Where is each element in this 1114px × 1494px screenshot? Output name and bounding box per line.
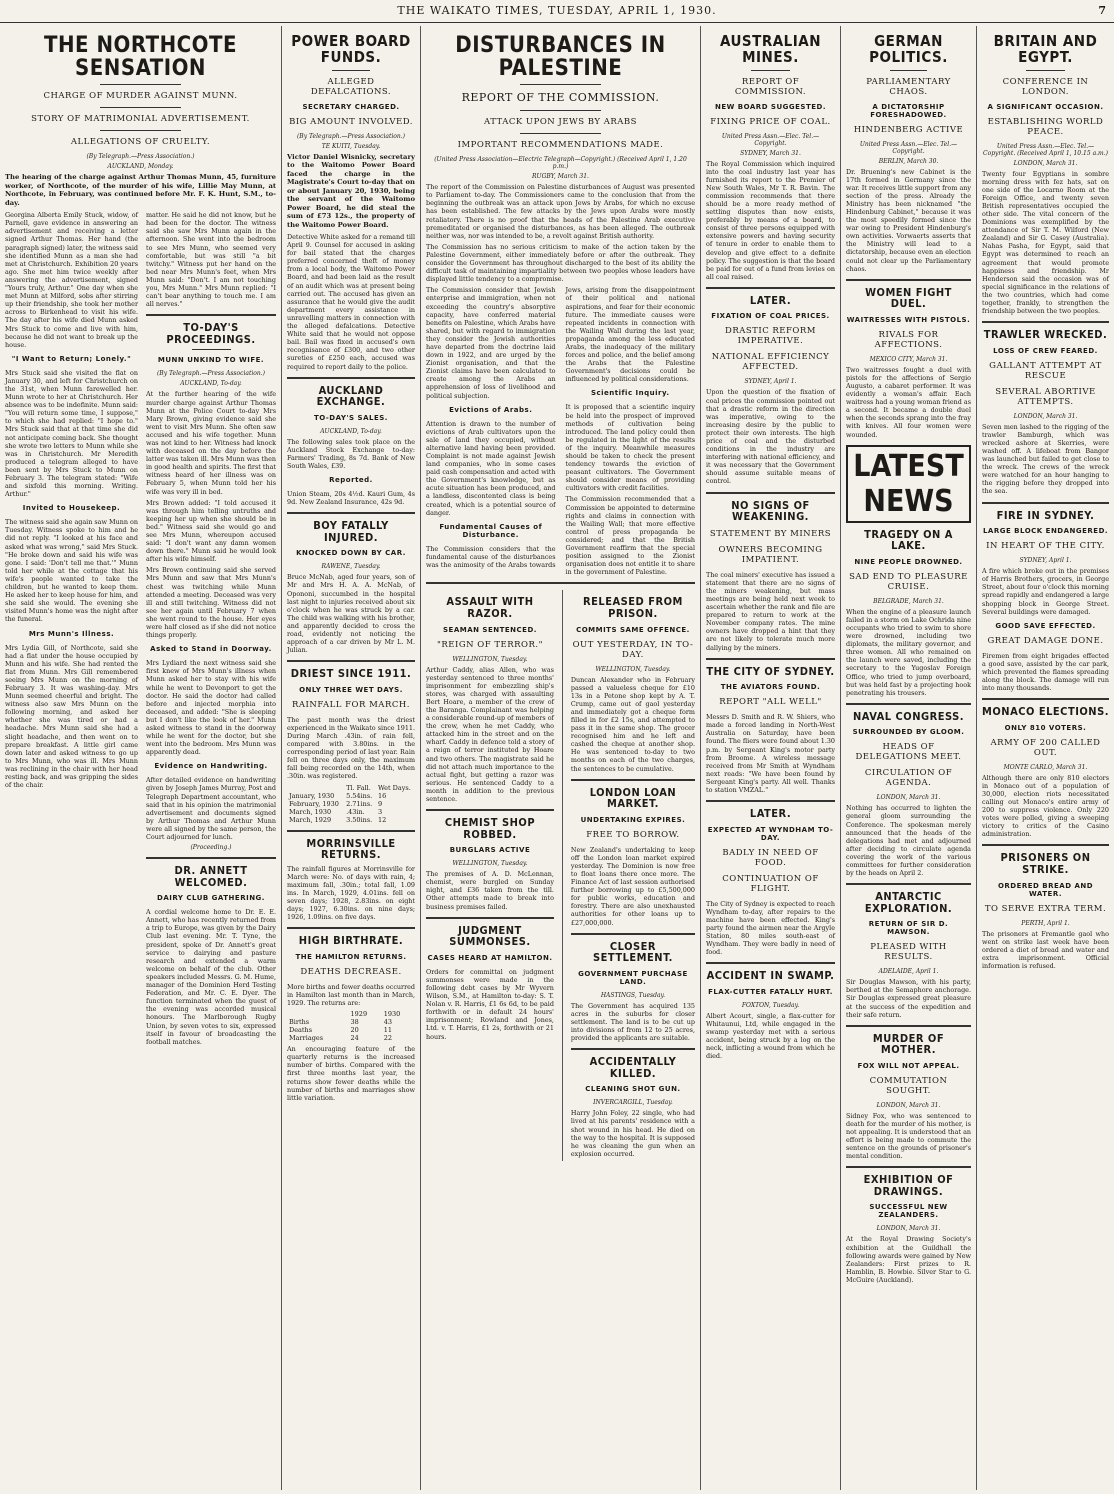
table-row — [287, 792, 415, 800]
subhead: FREE TO BORROW. — [586, 829, 680, 840]
place-line: TE KUITI, Tuesday. — [321, 142, 381, 150]
subhead: HEADS OF DELEGATIONS MEET. — [855, 742, 962, 763]
subhead: ARMY OF 200 CALLED OUT. — [990, 737, 1101, 758]
place-line: AUCKLAND, To-day. — [320, 427, 382, 435]
body-paragraph: The Commission recommended that a Commission be appointed to determine rights and claims in connection with the Wailing Wall; that more effective control of press propaganda be considered; and that the British Government reaffirm that the special position assigned to the Zionist organisation does not entitle it to share in the government of Palestine. — [565, 495, 695, 577]
dateline: (By Telegraph.—Press Association.) — [296, 132, 406, 140]
body-paragraph: A cordial welcome home to Dr. E. E. Annett, who has recently returned from a trip to Europe, was given by the Dairy Club last evening. Mr. T. Tyne, the president, spoke of Dr. Annett's great service to dairying and pasture research and extended a warm welcome on behalf of the club. Other speakers included Messrs. G. M. Hume, manager of the Dominion Herd Testing Federation, and Mr. C. E. Dyer. The function terminated when the guest of the evening was accorded musical honours. The Marlborough Rugby Union, by seven votes to six, expressed itself in favour of broadcasting the football matches. — [146, 908, 276, 1046]
place-line: HASTINGS, Tuesday. — [600, 991, 666, 999]
headline-power-board: POWER BOARD FUNDS. — [291, 32, 411, 66]
column-australian-mines — [701, 28, 840, 1488]
place-line: RAWENE, Tuesday. — [321, 563, 381, 571]
subhead: FIXATION OF COAL PRICES. — [711, 312, 830, 321]
latest-news-banner: LATEST NEWS — [846, 445, 971, 523]
place-line: LONDON, March 31. — [876, 1225, 941, 1233]
body-paragraph: Sir Douglas Mawson, with his party, berthed at the Semaphore anchorage. Sir Douglas expressed great pleasure at the success of the expedition and their safe return. — [846, 978, 971, 1019]
two-column-body — [426, 286, 695, 576]
subhead: FOX WILL NOT APPEAL. — [857, 1061, 960, 1070]
body-paragraph: The past month was the driest experienced in the Waikato since 1911. During March .43in. of rain fell, compared with 3.80ins. in the corresponding period of last year. Rain fell on three days only, the maximum fall being recorded on the 14th, when .30in. was registered. — [287, 715, 415, 781]
subhead: IMPORTANT RECOMMENDATIONS MADE. — [457, 140, 664, 151]
vital-cell: Marriages — [289, 1034, 324, 1043]
place-line: WELLINGTON, Tuesday. — [595, 665, 671, 673]
subhead: SEVERAL ABORTIVE ATTEMPTS. — [995, 386, 1096, 407]
masthead-title: THE WAIKATO TIMES, TUESDAY, APRIL 1, 1930. — [397, 4, 717, 17]
subhead: GOOD SAVE EFFECTED. — [995, 621, 1096, 630]
headline-duel: WOMEN FIGHT DUEL. — [865, 285, 952, 311]
place-line: WELLINGTON, Tuesday. — [452, 860, 528, 868]
subhead: CASES HEARD AT HAMILTON. — [427, 953, 553, 962]
body-paragraph: Firemen from eight brigades effected a good save, assisted by the car park, which prevented the flames spreading along the block. The damage will run into many thousands. — [982, 651, 1109, 693]
dateline: (By Telegraph.—Press Association.) — [156, 370, 266, 378]
subhead: HINDENBERG ACTIVE — [853, 124, 964, 135]
headline-judgment: JUDGMENT SUMMONSES. — [449, 923, 531, 949]
body-paragraph: Georgina Alberta Emily Stuck, widow, of Parnell, gave evidence in answering an advertisement and receiving a letter signed Arthur Thomas. Her hand (the paragraph signed) later, the witness said she identified Munn as a man she had met at Christchurch. Exhibition 20 years ago. She met him twice weekly after answering the advertisement, signed "Yours truly, Arthur." One day when she met Munn at Milford, sobs after stirring up their friendship, she took her mother across to Birkenhead to visit his wife. The day after his wife died Munn asked Mrs Stuck to come and live with him, because he did not want to break up the house. — [5, 211, 138, 349]
proceeding-note: (Proceeding.) — [190, 844, 232, 852]
subhead: RAINFALL FOR MARCH. — [292, 699, 410, 710]
subhead: CONFERENCE IN LONDON. — [1002, 76, 1089, 97]
body-paragraph: Mrs Brown added: "I told accused it was through him telling untruths and keeping her up when she should be in bed." Witness said she would go and see Mrs Munn, whereupon accused said: "I don't want any damn women down there." Munn said he would look after his wife himself. — [146, 498, 276, 564]
subhead: DEATHS DECREASE. — [300, 966, 402, 977]
table-row — [287, 1018, 415, 1026]
body-paragraph: The premises of A. D. McLennan, chemist, were burgled on Sunday night, and £36 taken from the till. Other attempts made to break into business premises failed. — [426, 870, 554, 911]
headline-city-of-sydney: THE CITY OF SYDNEY. — [706, 664, 835, 678]
body-paragraph: The Commission considers that the fundamental cause of the disturbances was the animosity of the Arabs towards Jews, arising from the disappointment of their political and national aspirations, and fear for their economic future. The immediate causes were repeated incidents in connection with the Wailing Wall during the last year, propaganda among the less educated Arabs, the inadequacy of the military forces and police, and the belief among the Arabs that the Palestine Government's decisions could be influenced by political considerations. — [426, 286, 695, 569]
headline-driest: DRIEST SINCE 1911. — [290, 667, 412, 681]
headline-accidentally-killed: ACCIDENTALLY KILLED. — [589, 1055, 677, 1080]
column-3 — [282, 28, 420, 1488]
place-line: INVERCARGILL, Tuesday. — [593, 1099, 673, 1107]
dateline: United Press Assn.—Elec. Tel.—Copyright. (Received April 1, 10.15 a.m.) — [982, 142, 1108, 157]
place-line: RUGBY, March 31. — [532, 173, 589, 181]
dateline: (By Telegraph.—Press Association.) — [86, 153, 195, 161]
subhead: STATEMENT BY MINERS — [709, 528, 832, 539]
subhead: GALLANT ATTEMPT AT RESCUE — [989, 360, 1102, 381]
headline-murder-mother: MURDER OF MOTHER. — [872, 1031, 945, 1057]
place-line: WELLINGTON, Tuesday. — [452, 655, 528, 663]
table-row — [287, 800, 415, 808]
vital-cell: 11 — [383, 1026, 393, 1035]
headline-fire: FIRE IN SYDNEY. — [996, 508, 1095, 522]
subhead: REPORT "ALL WELL" — [719, 697, 822, 708]
body-paragraph: Mrs Stuck said she visited the flat on January 30, and left for Christchurch on the 31st, when Munn farewelled her. Munn wrote to her at Christchurch. Her absence was to be indefinite. Munn said: "You will return some time, I suppose," to which she had replied: "I hope to." Mrs Stuck said that at that time she did not anticipate coming back. She thought she wrote two letters to Munn while she was in Christchurch. Mr Meredith produced a telegram alleged to have been sent by Mrs Stuck to Munn on February 3. The telegram stated: "Wife and sixfold this morning. Writing. Arthur." — [5, 368, 138, 499]
subhead: COMMITS SAME OFFENCE. — [576, 625, 690, 634]
section-subhead: "I Want to Return; Lonely." — [11, 354, 132, 363]
subhead: KNOCKED DOWN BY CAR. — [296, 549, 406, 558]
headline-chemist: CHEMIST SHOP ROBBED. — [444, 816, 536, 841]
place-line: SYDNEY, April 1. — [744, 378, 797, 386]
body-paragraph: Mrs Brown continuing said she served Mrs Munn and saw that Mrs Munn's chest was twitching while Munn attended a meeting. Deceased was very ill and still twitching. Witness did not see her again until February 7 when she went round to the house. Her eyes were half closed as if she did not notice things properly. — [146, 566, 276, 640]
page-number: 7 — [1098, 4, 1106, 17]
vital-cell: 20 — [350, 1026, 359, 1035]
body-paragraph: Bruce McNab, aged four years, son of Mr and Mrs H. A. A. McNab, of Opononi, succumbed in the hospital last night to injuries received about six o'clock when he was struck by a car. The child was walking with his brother, and apparently decided to cross the road, evidently not noticing the approach of a car driven by Mr L. M. Julian. — [287, 573, 415, 655]
body-paragraph: It is proposed that a scientific inquiry be held into the prospect of improved methods of cultivation being introduced. The land policy could then be regulated in the light of the results of the inquiry. Meanwhile measures should be taken to check the present tendency towards the eviction of peasant cultivators. The Government should consider means of providing cultivators with credit facilities. — [565, 403, 695, 493]
subhead: ALLEGED DEFALCATIONS. — [310, 76, 392, 97]
body-paragraph: The rainfall figures at Morrinsville for March were: No. of days with rain, 4; maximum fall, .30in.; total fall, 1.09 ins. In March, 1929, 4.01ins. fell on seven days; 1928, 2.83ins. on eight days; 1927, 6.30ins. on nine days; 1926, 1.09ins. on five days. — [287, 864, 415, 922]
subhead: BIG AMOUNT INVOLVED. — [289, 116, 413, 127]
headline-german: GERMAN POLITICS. — [869, 32, 948, 66]
headline-razor: ASSAULT WITH RAZOR. — [446, 595, 534, 620]
subhead: WAITRESSES WITH PISTOLS. — [846, 315, 971, 324]
place-line: PERTH, April 1. — [1021, 919, 1070, 927]
body-paragraph: The following sales took place on the Auckland Stock Exchange to-day: Farmers' Trading, 8s 7d. Bank of New South Wales, £39. — [287, 437, 415, 470]
rain-header-cell — [287, 784, 344, 792]
body-paragraph: Union Steam, 20s 4½d. Kauri Gum, 4s 9d. New Zealand Insurance, 42s 9d. — [287, 490, 415, 507]
headline-birthrate: HIGH BIRTHRATE. — [298, 934, 404, 948]
subhead: OUT YESTERDAY, IN TO-DAY. — [572, 639, 694, 660]
place-line: LONDON, March 31. — [1013, 159, 1078, 167]
subhead: COMMUTATION SOUGHT. — [869, 1075, 948, 1096]
body-paragraph: Upon the question of the fixation of coal prices the commission pointed out that a drastic reform in the direction was imperative, owing to the increasing desire by the public to protect their own interests. The high price of coal and the disturbed conditions in the industry are interfering with national efficiency, and it was necessary that the Government should assume suitable means of control. — [706, 388, 835, 486]
vital-stats-table — [287, 1010, 415, 1042]
vital-header-cell: 1930 — [383, 1010, 401, 1019]
vital-header-cell: 1929 — [350, 1010, 368, 1019]
rain-header-cell: Wet Days. — [377, 783, 411, 792]
subhead: OWNERS BECOMING IMPATIENT. — [718, 544, 823, 565]
body-paragraph: When the engine of a pleasure launch failed in a storm on Lake Ochrida nine occupants who tried to swim to shore were drowned, including two diplomats, the military governor, and three women. All who remained on the launch were saved, including the secretary to the Yugoslav Foreign Office, who tried to jump overboard, but was held fast by a projecting hook penetrating his trousers. — [846, 607, 971, 697]
body-paragraph: The prisoners at Fremantle gaol who went on strike last week have been ordered a diet of bread and water and extra imprisonment. Official information is refused. — [982, 929, 1109, 970]
place-line: FOXTON, Tuesday. — [741, 1001, 800, 1009]
body-paragraph: The witness said she again saw Munn on Tuesday. Witness spoke to him and he did not reply. "I looked at his face and asked what was wrong," said Mrs Stuck. "He broke down and said his wife was gone. I said: 'Don't tell me that.'" Munn told her while at the cottage that his wife's people wanted to take the children, but he wanted to keep them. He asked her to keep house for him, and she said she would. The evening she visited Munn's home was the night after the funeral. — [5, 518, 138, 624]
subhead: IN HEART OF THE CITY. — [986, 541, 1105, 552]
body-paragraph: At the Royal Drawing Society's exhibition at the Guildhall the following awards were gained by New Zealanders: First prizes to R. Hamblin, B. Howbie. Silver Star to G. McGuire (Auckland). — [846, 1235, 971, 1284]
masthead — [0, 0, 1114, 23]
subhead: CONTINUATION OF FLIGHT. — [722, 873, 819, 894]
headline-later: LATER. — [749, 293, 792, 307]
headline-prisoners: PRISONERS ON STRIKE. — [1000, 851, 1091, 876]
body-paragraph: Attention is drawn to the number of evictions of Arab cultivators upon the sale of land they occupied, without alternative land having been provided. Complaint is not made against Jewish land companies, who in some cases paid cash compensation and acted with the Government's knowledge, but as acute situation has been produced, and a landless, discontented class is being created, which is a potential source of danger. — [426, 419, 556, 517]
table-row — [287, 1026, 415, 1034]
place-line: SYDNEY, April 1. — [1019, 557, 1072, 565]
subhead: FIXING PRICE OF COAL. — [710, 116, 831, 127]
place-line: AUCKLAND, To-day. — [180, 380, 242, 388]
headline-released: RELEASED FROM PRISON. — [583, 595, 683, 620]
body-paragraph: The Commission has no serious criticism to make of the action taken by the Palestine Government, either immediately before or after the outbreak. They consider the Government has throughout discharged to the best of its ability the difficult task of maintaining impartiality between two peoples whose leaders have displayed little tendency to a compromise. — [426, 242, 695, 284]
headline-egypt: BRITAIN AND EGYPT. — [993, 32, 1098, 66]
subhead: ONLY 810 VOTERS. — [1004, 723, 1087, 732]
subhead: THE AVIATORS FOUND. — [720, 683, 821, 692]
subhead: ORDERED BREAD AND WATER. — [997, 881, 1094, 898]
place-line: BERLIN, March 30. — [878, 157, 939, 165]
body-paragraph: Two waitresses fought a duel with pistols for the affections of Sergio Augusto, a cabaret performer. It was evidently a woman's affair. Each waitress had a young woman friend as a second. It became a double duel when the seconds sprang into the fray with knives. All four women were wounded. — [846, 365, 971, 439]
subhead: ALLEGATIONS OF CRUELTY. — [70, 137, 211, 148]
body-paragraph: The Government has acquired 135 acres in the suburbs for closer settlement. The land is to be cut up into divisions of from 12 to 25 acres, provided the applicants are suitable. — [570, 1001, 695, 1043]
subhead: FLAX-CUTTER FATALLY HURT. — [708, 987, 833, 996]
headline-no-weakening: NO SIGNS OF WEAKENING. — [731, 498, 810, 524]
headline-antarctic: ANTARCTIC EXPLORATION. — [864, 890, 953, 915]
vital-cell: Births — [289, 1018, 310, 1027]
body-paragraph: Detective White asked for a remand till April 9. Counsel for accused in asking for bail stated that the charges preferred concerned theft of money from a local body, the Waitomo Power Board, and had been laid as the result of an audit which was at present being carried out. The accused has given an assurance that he would give the audit department every assistance in unravelling matters in connection with the alleged defalcations. Detective White said that he would not oppose bail. Bail was fixed in accused's own recognisance of £300, and two other sureties of £250 each, accused was required to report daily to the police. — [287, 233, 415, 371]
headline-exchange: AUCKLAND EXCHANGE. — [316, 383, 386, 409]
headline-later-2: LATER. — [749, 807, 792, 821]
subhead: SEAMAN SENTENCED. — [443, 625, 537, 634]
subhead: A DICTATORSHIP FORESHADOWED. — [870, 102, 947, 119]
subhead: EXPECTED AT WYNDHAM TO-DAY. — [707, 825, 834, 842]
vital-cell: 43 — [383, 1018, 393, 1027]
headline-palestine: DISTURBANCES IN PALESTINE — [455, 33, 666, 82]
rain-cell: March, 1929 — [289, 815, 332, 824]
body-paragraph: New Zealand's undertaking to keep off the London loan market expired yesterday. The Dominion is now free to float loans there once more. The Finance Act of last session authorised further borrowing up to £5,500,000 for public works, education and forestry. There are also unexhausted authorities for other loans up to £27,000,000. — [570, 845, 695, 927]
section-subhead: Invited to Housekeep. — [22, 504, 121, 513]
subhead: ESTABLISHING WORLD PEACE. — [987, 116, 1104, 137]
subhead: TO SERVE EXTRA TERM. — [984, 903, 1107, 914]
body-paragraph: Twenty four Egyptians in sombre morning dress with fez hats, sat on one side of the Locarno Room at the Foreign Office, and twenty seven British representatives occupied the other side. The vital concern of the Dominions was exemplified by the attendance of Sir T. M. Wilford (New Zealand) and Sir G. Casey (Australia). Nahas Pasha, for Egypt, said that Egypt was determined to reach an agreement that would promote happiness and friendship. Mr Henderson said the occasion was of special significance in the relations of the two countries, which had come together, frankly, to strengthen the friendship between the two peoples. — [982, 169, 1109, 316]
headline-proceedings: TO-DAY'S PROCEEDINGS. — [166, 321, 256, 346]
section-subhead: Reported. — [329, 476, 373, 485]
subhead: TO-DAY'S SALES. — [314, 413, 388, 422]
section-subhead: Asked to Stand in Doorway. — [150, 645, 272, 654]
subhead: ONLY THREE WET DAYS. — [299, 685, 403, 694]
headline-monaco: MONACO ELECTIONS. — [982, 705, 1109, 719]
subhead: REPORT OF THE COMMISSION. — [461, 91, 660, 105]
rain-cell: 2.71ins. — [346, 799, 373, 808]
subhead: SURROUNDED BY GLOOM. — [852, 728, 965, 737]
headline-trawler: TRAWLER WRECKED. — [983, 328, 1108, 342]
subhead: CIRCULATION OF AGENDA. — [864, 768, 953, 789]
vital-cell: 24 — [350, 1034, 359, 1043]
headline-boy-injured: BOY FATALLY INJURED. — [313, 519, 389, 544]
lede-paragraph: Victor Daniel Wisnicky, secretary to the Waitomo Power Board faced the charge in the Magistrate's Court to-day that on or about January 20, 1930, being the servant of the Waitomo Power Board, he did steal the sum of £73 12s., the property of the Waitomo Power Board. — [287, 152, 415, 229]
body-paragraph: The City of Sydney is expected to reach Wyndham to-day, after repairs to the machine have been effected. King's party found the airmen near the Argyle Station, 80 miles south-east of Wyndham. They were badly in need of food. — [706, 899, 835, 957]
subhead: BURGLARS ACTIVE — [449, 846, 531, 855]
subhead: NEW BOARD SUGGESTED. — [714, 102, 827, 111]
subhead: ATTACK UPON JEWS BY ARABS — [484, 117, 637, 128]
headline-naval: NAVAL CONGRESS. — [853, 709, 964, 723]
place-line: SYDNEY, March 31. — [740, 149, 801, 157]
rain-cell: February, 1930 — [289, 799, 339, 808]
dateline: United Press Assn.—Elec. Tel.—Copyright. — [859, 140, 958, 155]
body-paragraph: Seven men lashed to the rigging of the trawler Bamburgh, which was wrecked ashore at Skerries, were washed off. A lifeboat from Bangor was launched but failed to get close to the wreck. The crews of the wreck were watched for an hour hanging to the rigging before they dropped into the sea. — [982, 422, 1109, 496]
headline-morrinsville: MORRINSVILLE RETURNS. — [306, 836, 396, 862]
table-row — [287, 1034, 415, 1042]
rain-cell: 12 — [377, 815, 387, 824]
section-subhead: Evictions of Arabs. — [449, 405, 533, 414]
body-paragraph: The coal miners' executive has issued a statement that there are no signs of the miners weakening, but mass meetings are being held next week to ascertain whether the rank and file are prepared to return to work at the November company rates. The mine owners have dropped a hint that they are not likely to tolerate much more dallying by the miners. — [706, 570, 835, 652]
subhead: "REIGN OF TERROR." — [436, 639, 543, 650]
subhead: STORY OF MATRIMONIAL ADVERTISEMENT. — [31, 114, 250, 125]
lede-paragraph: The hearing of the charge against Arthur Thomas Munn, 45, furniture worker, of Northcote, of the murder of his wife, Lillie May Munn, at Northcote, in February, was continued before Mr. F. K. Hunt, S.M., to-day. — [5, 173, 276, 207]
place-line: AUCKLAND, Monday. — [107, 163, 174, 171]
subhead: A SIGNIFICANT OCCASION. — [987, 102, 1104, 111]
subhead: UNDERTAKING EXPIRES. — [580, 815, 686, 824]
body-paragraph: Mrs Lydia Gill, of Northcote, said she had a flat under the house occupied by Munn and his wife. She had rented the flat from Munn. Mrs Gill remembered seeing Mrs Munn on the morning of February 3. It was washing-day. Mrs Munn seemed cheerful and bright. The witness also saw Mrs Munn on the following morning, and asked her whether she was tired or had a headache. Mrs Munn said she had a slight headache, and then went on to prepare breakfast. A little girl came down later and asked witness to go up to Mrs Munn, who was ill. Mrs Munn was reclining in the chair with her head resting back, and was gripping the sides of the chair. — [5, 643, 138, 790]
place-line: ADELAIDE, April 1. — [878, 968, 939, 976]
column-german-politics — [841, 28, 976, 1488]
subhead: SUCCESSFUL NEW ZEALANDERS. — [869, 1203, 948, 1220]
body-paragraph: After detailed evidence on handwriting given by Joseph James Murray, Post and Telegraph Department accountant, who said that in his opinion the matrimonial advertisement and documents signed by Arthur Thomas and Arthur Munn were all signed by the same person, the Court adjourned for lunch. — [146, 776, 276, 841]
rain-header-cell: Tl. Fall. — [346, 783, 371, 792]
subhead: DAIRY CLUB GATHERING. — [157, 894, 265, 903]
body-paragraph: The Commission consider that Jewish enterprise and immigration, when not exceeding the country's absorptive capacity, have conferred material benefits on Palestine, which Arabs have shared, but with regard to immigration they consider the Jewish authorities have departed from the doctrine laid down in 1922, and are urged by the Zionist organisation, and that the Zionist claims have been calculated to create among the Arabs an apprehension of loss of livelihood and political subjection. — [426, 286, 556, 400]
rain-cell: March, 1930 — [289, 807, 332, 816]
place-line: MONTE CARLO, March 31. — [1003, 763, 1088, 771]
column-palestine — [421, 28, 700, 1488]
rainfall-table — [287, 784, 415, 824]
body-paragraph: Harry John Foley, 22 single, who had lived at his parents' residence with a shot wound in his head. He died on the way to the hospital. It is supposed he was cleaning the gun when an explosion occurred. — [570, 1109, 695, 1158]
subhead: PLEASED WITH RESULTS. — [870, 942, 947, 963]
body-paragraph: Duncan Alexander who in February passed a valueless cheque for £10 13s in a Petone shop kept by A. T. Crump, came out of gaol yesterday and immediately got a cheque form filled in for £2 15s, and attempted to pass it in the same shop. The grocer recognised him and he left and cashed the cheque at another shop. He was sentenced to-day to two months on each of the two charges, the sentences to be cumulative. — [570, 675, 695, 773]
body-paragraph: matter. He said he did not know, but he had been for the doctor. The witness said she saw Mrs Munn again in the afternoon. She went into the bedroom to see Mrs Munn, who seemed very comfortable, but was still "a bit twitchy." Witness put her hand on the bed near Mrs Munn's feet, when Mrs Munn said: "Don't. I am not touching you, Mrs Munn." Mrs Munn replied: "I can't bear anything to touch me. I am all nerves." — [146, 211, 276, 309]
subhead: PARLIAMENTARY CHAOS. — [866, 76, 951, 97]
body-paragraph: Sidney Fox, who was sentenced to death for the murder of his mother, is not appealing. It is understood that an effort is being made to commute the sentence on the grounds of prisoner's mental condition. — [846, 1111, 971, 1161]
headline-lake: TRAGEDY ON A LAKE. — [864, 527, 953, 553]
column-rule — [562, 590, 563, 1160]
headline-drawings: EXHIBITION OF DRAWINGS. — [863, 1173, 954, 1198]
body-paragraph: Orders for committal on judgment summonses were made in the following debt cases by Mr Wyvern Wilson, S.M., at Hamilton to-day: S. T. Nolan v. R. Harris, £1 6s 6d, to be paid forthwith or in default 24 hours' imprisonment; Rowland and Jones, Ltd. v. T. Harris, £1 2s, forthwith or 21 hours. — [426, 967, 554, 1041]
subhead: CLEANING SHOT GUN. — [585, 1085, 681, 1094]
subhead: NINE PEOPLE DROWNED. — [854, 557, 963, 566]
body-paragraph: Mrs Lydiard the next witness said she first knew of Mrs Munn's illness when Munn asked her to stay with his wife while he went to Devonport to get the doctor. He said the doctor had called before and injected morphia into deceased, and added: "She is sleeping but I don't like the look of her." Munn asked witness to stand in the doorway while he went for the doctor, but she went into the bedroom. Mrs Munn was apparently dead. — [146, 659, 276, 757]
subhead: SECRETARY CHARGED. — [302, 102, 400, 111]
dateline: (United Press Association—Electric Telegraph—Copyright.) (Received April 1, 1.20 p.m.) — [434, 156, 687, 171]
body-paragraph: Although there are only 810 electors in Monaco out of a population of 30,000, election riots necessitated calling out Monaco's entire army of 200 to suppress violence. Only 220 votes were polled, giving a sweeping victory to critics of the Casino administration. — [982, 773, 1109, 839]
subhead: GREAT DAMAGE DONE. — [987, 635, 1104, 646]
subhead: RETURN OF SIR D. MAWSON. — [868, 920, 949, 937]
rain-cell: 3.50ins. — [346, 815, 373, 824]
body-paragraph: An encouraging feature of the quarterly returns is the increased number of births. Compared with the first three months last year, the returns show fewer deaths while the number of births and marriages show little variation. — [287, 1045, 415, 1102]
section-subhead: Scientific Inquiry. — [590, 389, 670, 398]
body-paragraph: More births and fewer deaths occurred in Hamilton last month than in March, 1929. The returns are: — [287, 982, 415, 1008]
vital-cell: 38 — [350, 1018, 359, 1027]
place-line: LONDON, March 31. — [1013, 412, 1078, 420]
body-paragraph: Nothing has occurred to lighten the general gloom surrounding the Conference. The spokesman merely announced that the heads of the delegations had met and adjourned after deciding to circulate agenda covering the work of the various committees for further consideration by the heads on April 2. — [846, 804, 971, 878]
headline-swamp: ACCIDENT IN SWAMP. — [706, 969, 835, 983]
body-paragraph: Dr. Bruening's new Cabinet is the 17th formed in Germany since the war. It receives little support from any section of the press. Already the Ministry has been nicknamed "the Hindenburg Cabinet," because it was the most speedily formed since the war owing to President Hindenburg's own activities. Vorwaerts asserts that the Ministry will lead to a dictatorship, because even an election could not clear up the Parliamentary chaos. — [846, 167, 971, 273]
vital-cell: Deaths — [289, 1026, 313, 1035]
body-paragraph: The Royal Commission which inquired into the coal industry last year has furnished its report to the Premier of New South Wales, Mr T. R. Bavin. The commission recommends that there should be a more ready method of settling disputes than now exists, preferably by means of a board, to consist of three persons equipped with extensive powers and having security of tenure in order to enable them to develop and give effect to a definite policy. The suggestion is that the board be paid for out of a fund from levies on all coal raised. — [706, 159, 835, 281]
headline-northcote: THE NORTHCOTE SENSATION — [43, 33, 238, 82]
subhead: SAD END TO PLEASURE CRUISE. — [849, 571, 968, 592]
section-subhead: Fundamental Causes of Disturbance. — [439, 522, 543, 539]
subhead: NATIONAL EFFICIENCY AFFECTED. — [711, 352, 830, 373]
subhead: GOVERNMENT PURCHASE LAND. — [578, 969, 688, 986]
body-paragraph: At the further hearing of the wife murder charge against Arthur Thomas Munn at the Police Court to-day Mrs Mary Brown, giving evidence said she went to visit Mrs Munn. She often saw accused and his wife together. Munn was not kind to her. Witness had knock with deceased on the day before the latter was taken ill. Mrs Munn was then in good health and spirits. The first that witness heard of her illness was on February 5, when Munn told her his wife was very ill in bed. — [146, 390, 276, 496]
headline-closer-settlement: CLOSER SETTLEMENT. — [592, 939, 673, 965]
subhead: RIVALS FOR AFFECTIONS. — [874, 329, 943, 350]
subhead: MUNN UNKIND TO WIFE. — [157, 356, 265, 365]
place-line: BELGRADE, March 31. — [873, 597, 944, 605]
rain-cell: 5.54ins. — [346, 791, 373, 800]
place-line: LONDON, March 31. — [876, 1101, 941, 1109]
subhead: LOSS OF CREW FEARED. — [993, 346, 1098, 355]
body-paragraph: The report of the Commission on Palestine disturbances of August was presented to Parliament to-day. The Commissioners came to the conclusion that from the beginning the outbreak was an attack upon Jews by Arabs, for which no excuse has been established. The few attacks by the Jews upon Arabs were mostly retaliatory. There is no proof that the heads of the Palestine Arab executive premeditated or organised the disturbances, as has been alleged. The outbreak neither was, nor was intended to be, a revolt against British authority. — [426, 183, 695, 240]
subhead: CHARGE OF MURDER AGAINST MUNN. — [43, 91, 238, 102]
headline-annett: DR. ANNETT WELCOMED. — [174, 864, 248, 889]
subhead: THE HAMILTON RETURNS. — [295, 952, 407, 961]
table-row — [287, 816, 415, 824]
body-paragraph: Albert Acourt, single, a flax-cutter for Whitaunui, Ltd, while engaged in the swamp yesterday met with a serious accident, being struck by a log on the neck, inflicting a wound from which he died. — [706, 1011, 835, 1061]
subhead: REPORT OF COMMISSION. — [734, 76, 807, 97]
body-paragraph: Messrs D. Smith and R. W. Shiers, who made a forced landing in North-West Australia on Saturday, have been found. The fliers were found about 1.30 p.m. by Sergeant King's motor party from Broome. A wireless message received from Mr Smith at Wyndham next reads: "We have been found by Sergeant King's party. All well. Thanks to station VMZAL." — [706, 713, 835, 794]
headline-mines: AUSTRALIAN MINES. — [719, 32, 822, 66]
vital-cell: 22 — [383, 1034, 393, 1043]
article-northcote — [0, 28, 281, 1488]
vital-header-cell — [287, 1010, 349, 1018]
place-line: MEXICO CITY, March 31. — [869, 355, 948, 363]
headline-loan-market: LONDON LOAN MARKET. — [589, 785, 677, 811]
section-subhead: Evidence on Handwriting. — [154, 762, 268, 771]
rain-cell: 9 — [377, 799, 383, 808]
body-paragraph: Arthur Caddy, alias Allen, who was yesterday sentenced to three months' imprisonment for embezzling ship's stores, was charged with assaulting Bert Hoare, a member of the crew of the Baranga. Complainant was helping a considerable round-up of members of the crew, when he met Caddy, who attacked him in the street and on the wharf. Caddy in defence told a story of a reign of terror instituted by Hoare and two others. The magistrate said he did not attach much importance to the actual fight, but getting a razor was serious. He sentenced Caddy to a month in addition to the previous sentence. — [426, 665, 554, 803]
rain-cell: January, 1930 — [289, 791, 335, 800]
rain-cell: 16 — [377, 791, 387, 800]
dateline: United Press Assn.—Elec. Tel.—Copyright. — [721, 132, 820, 147]
rain-cell: 3 — [377, 807, 383, 816]
table-row — [287, 808, 415, 816]
subhead: DRASTIC REFORM IMPERATIVE. — [725, 326, 816, 347]
place-line: LONDON, March 31. — [876, 794, 941, 802]
rain-cell: .43in. — [346, 807, 365, 816]
subhead: BADLY IN NEED OF FOOD. — [722, 847, 819, 868]
subhead: LARGE BLOCK ENDANGERED. — [982, 527, 1109, 536]
body-paragraph: A fire which broke out in the premises of Harris Brothers, grocers, in George Street, about four o'clock this morning spread rapidly and endangered a large shopping block in George Street. Several buildings were damaged. — [982, 567, 1109, 616]
column-britain-egypt — [977, 28, 1114, 1488]
section-subhead: Mrs Munn's Illness. — [28, 629, 115, 638]
